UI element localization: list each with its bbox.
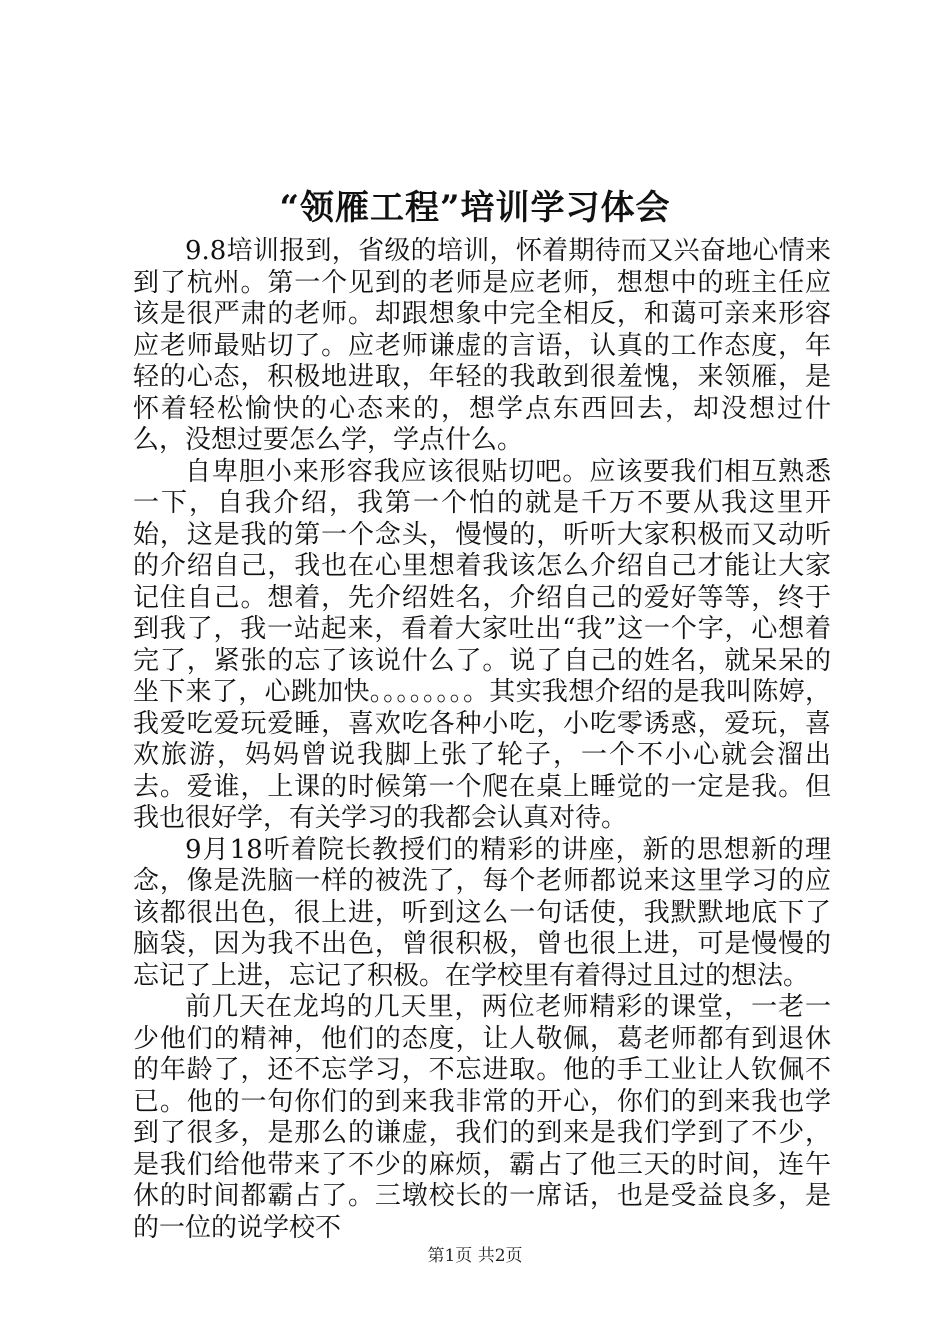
document-title: “领雁工程”培训学习体会 [279,188,671,228]
paragraph: 前几天在龙坞的几天里，两位老师精彩的课堂，一老一少他们的精神，他们的态度，让人敬佩，葛老师都有到退休的年龄了，还不忘学习，不忘进取。他的手工业让人钦佩不已。他的一句你们的到来我非常的开心，你们的到来我也学到了很多，是那么的谦虚，我们的到来是我们学到了不少，是我们给他带来了不少的麻烦，霸占了他三天的时间，连午休的时间都霸占了。三墩校长的一席话，也是受益良多，是的一位的说学校不 [133,992,831,1243]
paragraph: 自卑胆小来形容我应该很贴切吧。应该要我们相互熟悉一下，自我介绍，我第一个怕的就是千万不要从我这里开始，这是我的第一个念头，慢慢的，听听大家积极而又动听的介绍自己，我也在心里想着我该怎么介绍自己才能让大家记住自己。想着，先介绍姓名，介绍自己的爱好等等，终于到我了，我一站起来，看着大家吐出“我”这一个字，心想着完了，紧张的忘了该说什么了。说了自己的姓名，就呆呆的坐下来了，心跳加快。。。。。。。。其实我想介绍的是我叫陈婷，我爱吃爱玩爱睡，喜欢吃各种小吃，小吃零诱惑，爱玩，喜欢旅游，妈妈曾说我脚上张了轮子，一个不小心就会溜出去。爱谁，上课的时候第一个爬在桌上睡觉的一定是我。但我也很好学，有关学习的我都会认真对待。 [133,456,831,833]
paragraph: 9月18听着院长教授们的精彩的讲座，新的思想新的理念，像是洗脑一样的被洗了，每个老师都说来这里学习的应该都很出色，很上进，听到这么一句话使，我默默地底下了脑袋，因为我不出色，曾很积极，曾也很上进，可是慢慢的忘记了上进，忘记了积极。在学校里有着得过且过的想法。 [133,834,831,991]
page-number-footer: 第1页 共2页 [427,1246,523,1266]
paragraph: 9.8培训报到，省级的培训，怀着期待而又兴奋地心情来到了杭州。第一个见到的老师是应老师，想想中的班主任应该是很严肃的老师。却跟想象中完全相反，和蔼可亲来形容应老师最贴切了。应老师谦虚的言语，认真的工作态度，年轻的心态，积极地进取，年轻的我敢到很羞愧，来领雁，是怀着轻松愉快的心态来的，想学点东西回去，却没想过什么，没想过要怎么学，学点什么。 [133,236,831,455]
document-body [133,236,831,1244]
